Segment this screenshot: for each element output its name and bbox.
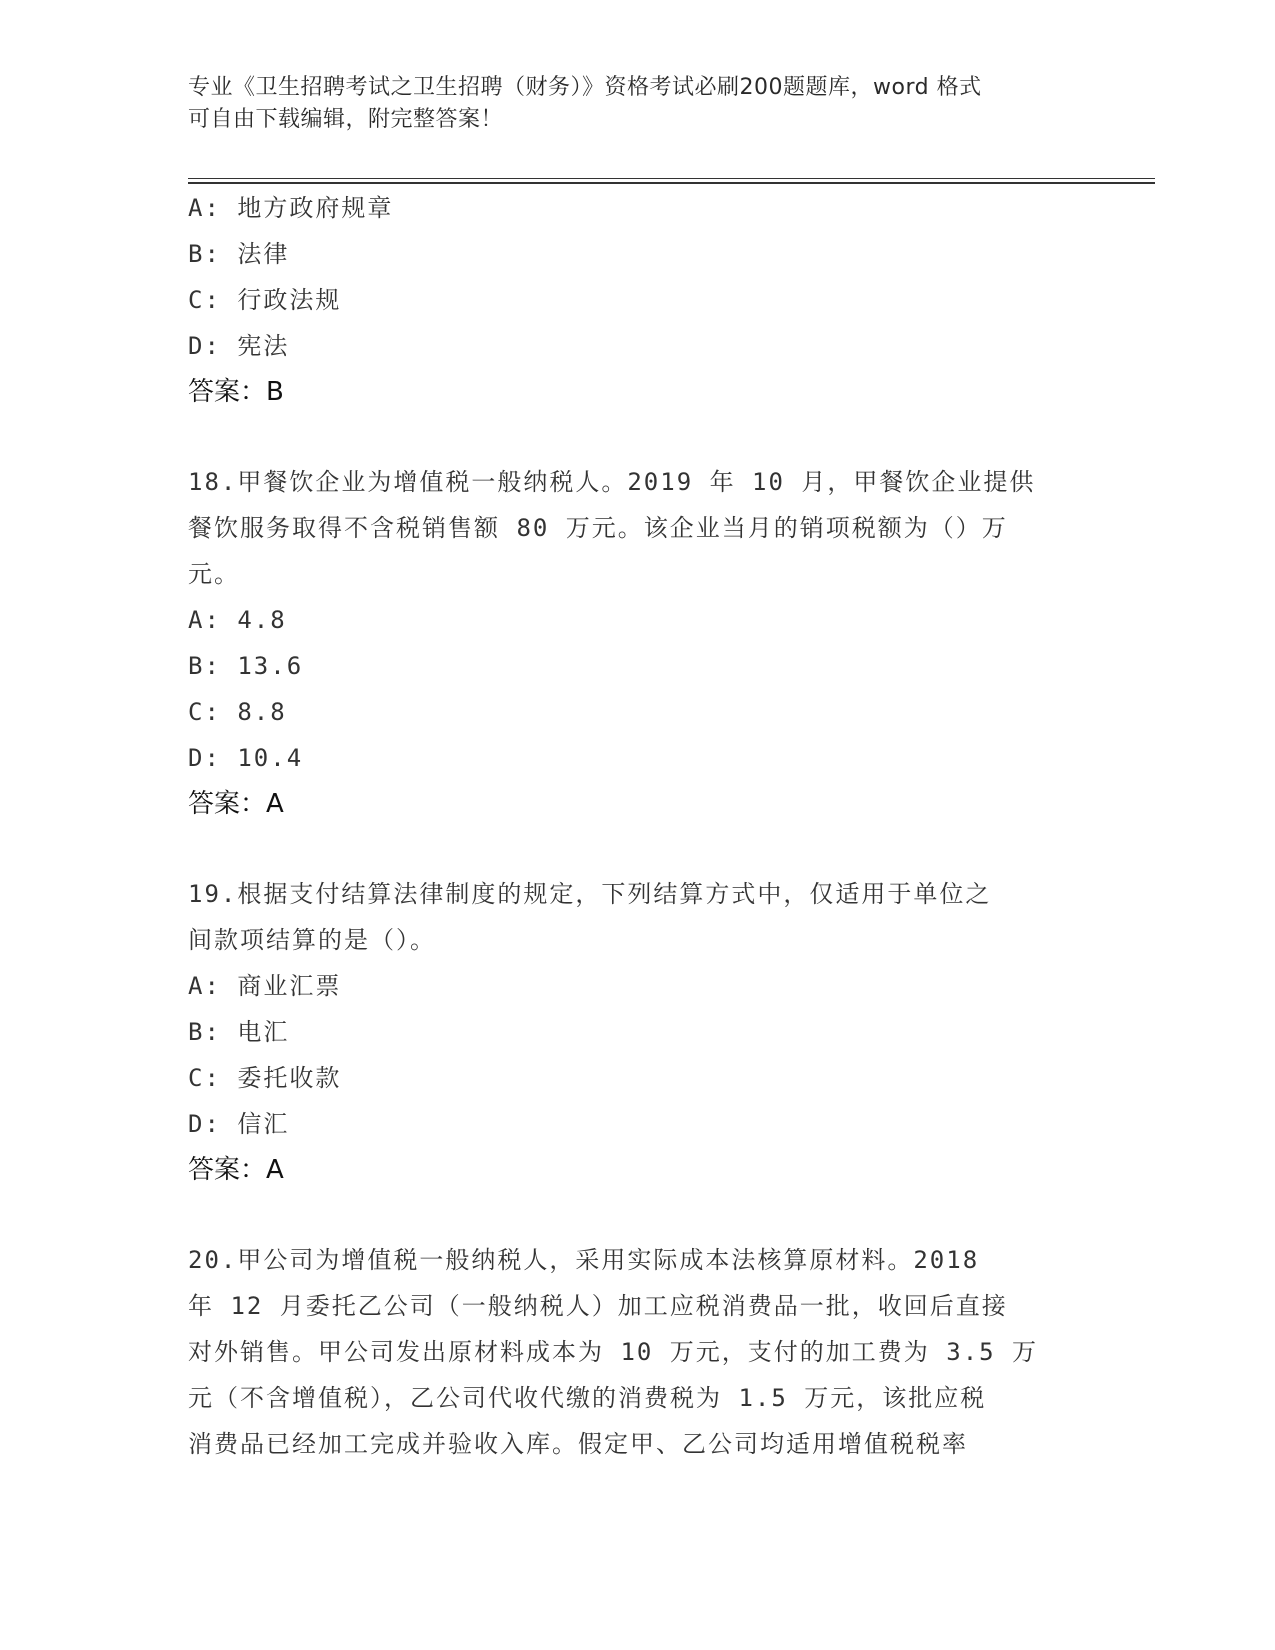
- document-header: [188, 72, 1068, 136]
- option-a: A: 地方政府规章: [188, 194, 394, 222]
- option-b: B: 法律: [188, 240, 290, 268]
- question-20: [188, 1237, 1088, 1467]
- header-divider-thin: [188, 178, 1155, 179]
- option-d: D: 10.4: [188, 744, 304, 772]
- question-stem-line: 18.甲餐饮企业为增值税一般纳税人。2019 年 10 月，甲餐饮企业提供: [188, 468, 1036, 496]
- question-stem-line: 元（不含增值税），乙公司代收代缴的消费税为 1.5 万元，该批应税: [188, 1384, 987, 1412]
- option-c: C: 委托收款: [188, 1064, 342, 1092]
- spacer: [188, 827, 1088, 871]
- header-line-2: 可自由下载编辑，附完整答案！: [188, 107, 504, 132]
- option-b: B: 13.6: [188, 652, 304, 680]
- option-a: A: 4.8: [188, 606, 287, 634]
- option-c: C: 8.8: [188, 698, 287, 726]
- answer: 答案：A: [188, 1155, 284, 1185]
- option-d: D: 宪法: [188, 332, 290, 360]
- question-stem-line: 餐饮服务取得不含税销售额 80 万元。该企业当月的销项税额为（）万: [188, 514, 1008, 542]
- option-a: A: 商业汇票: [188, 972, 342, 1000]
- spacer: [188, 415, 1088, 459]
- option-b: B: 电汇: [188, 1018, 290, 1046]
- header-line-1: 专业《卫生招聘考试之卫生招聘（财务）》资格考试必刷200题题库，word 格式: [188, 75, 982, 100]
- option-d: D: 信汇: [188, 1110, 290, 1138]
- question-stem-line: 消费品已经加工完成并验收入库。假定甲、乙公司均适用增值税税率: [188, 1430, 968, 1458]
- option-c: C: 行政法规: [188, 286, 342, 314]
- question-stem-line: 年 12 月委托乙公司（一般纳税人）加工应税消费品一批，收回后直接: [188, 1292, 1008, 1320]
- question-stem-line: 对外销售。甲公司发出原材料成本为 10 万元，支付的加工费为 3.5 万: [188, 1338, 1039, 1366]
- question-17: [188, 185, 1088, 415]
- question-19: [188, 871, 1088, 1193]
- question-list: [188, 185, 1088, 1467]
- question-stem-line: 19.根据支付结算法律制度的规定，下列结算方式中，仅适用于单位之: [188, 880, 992, 908]
- answer: 答案：B: [188, 377, 284, 407]
- question-stem-line: 20.甲公司为增值税一般纳税人，采用实际成本法核算原材料。2018: [188, 1246, 980, 1274]
- answer: 答案：A: [188, 789, 284, 819]
- spacer: [188, 1193, 1088, 1237]
- header-divider-thick: [188, 182, 1155, 184]
- question-stem-line: 元。: [188, 560, 240, 588]
- question-18: [188, 459, 1088, 827]
- question-stem-line: 间款项结算的是（）。: [188, 926, 436, 954]
